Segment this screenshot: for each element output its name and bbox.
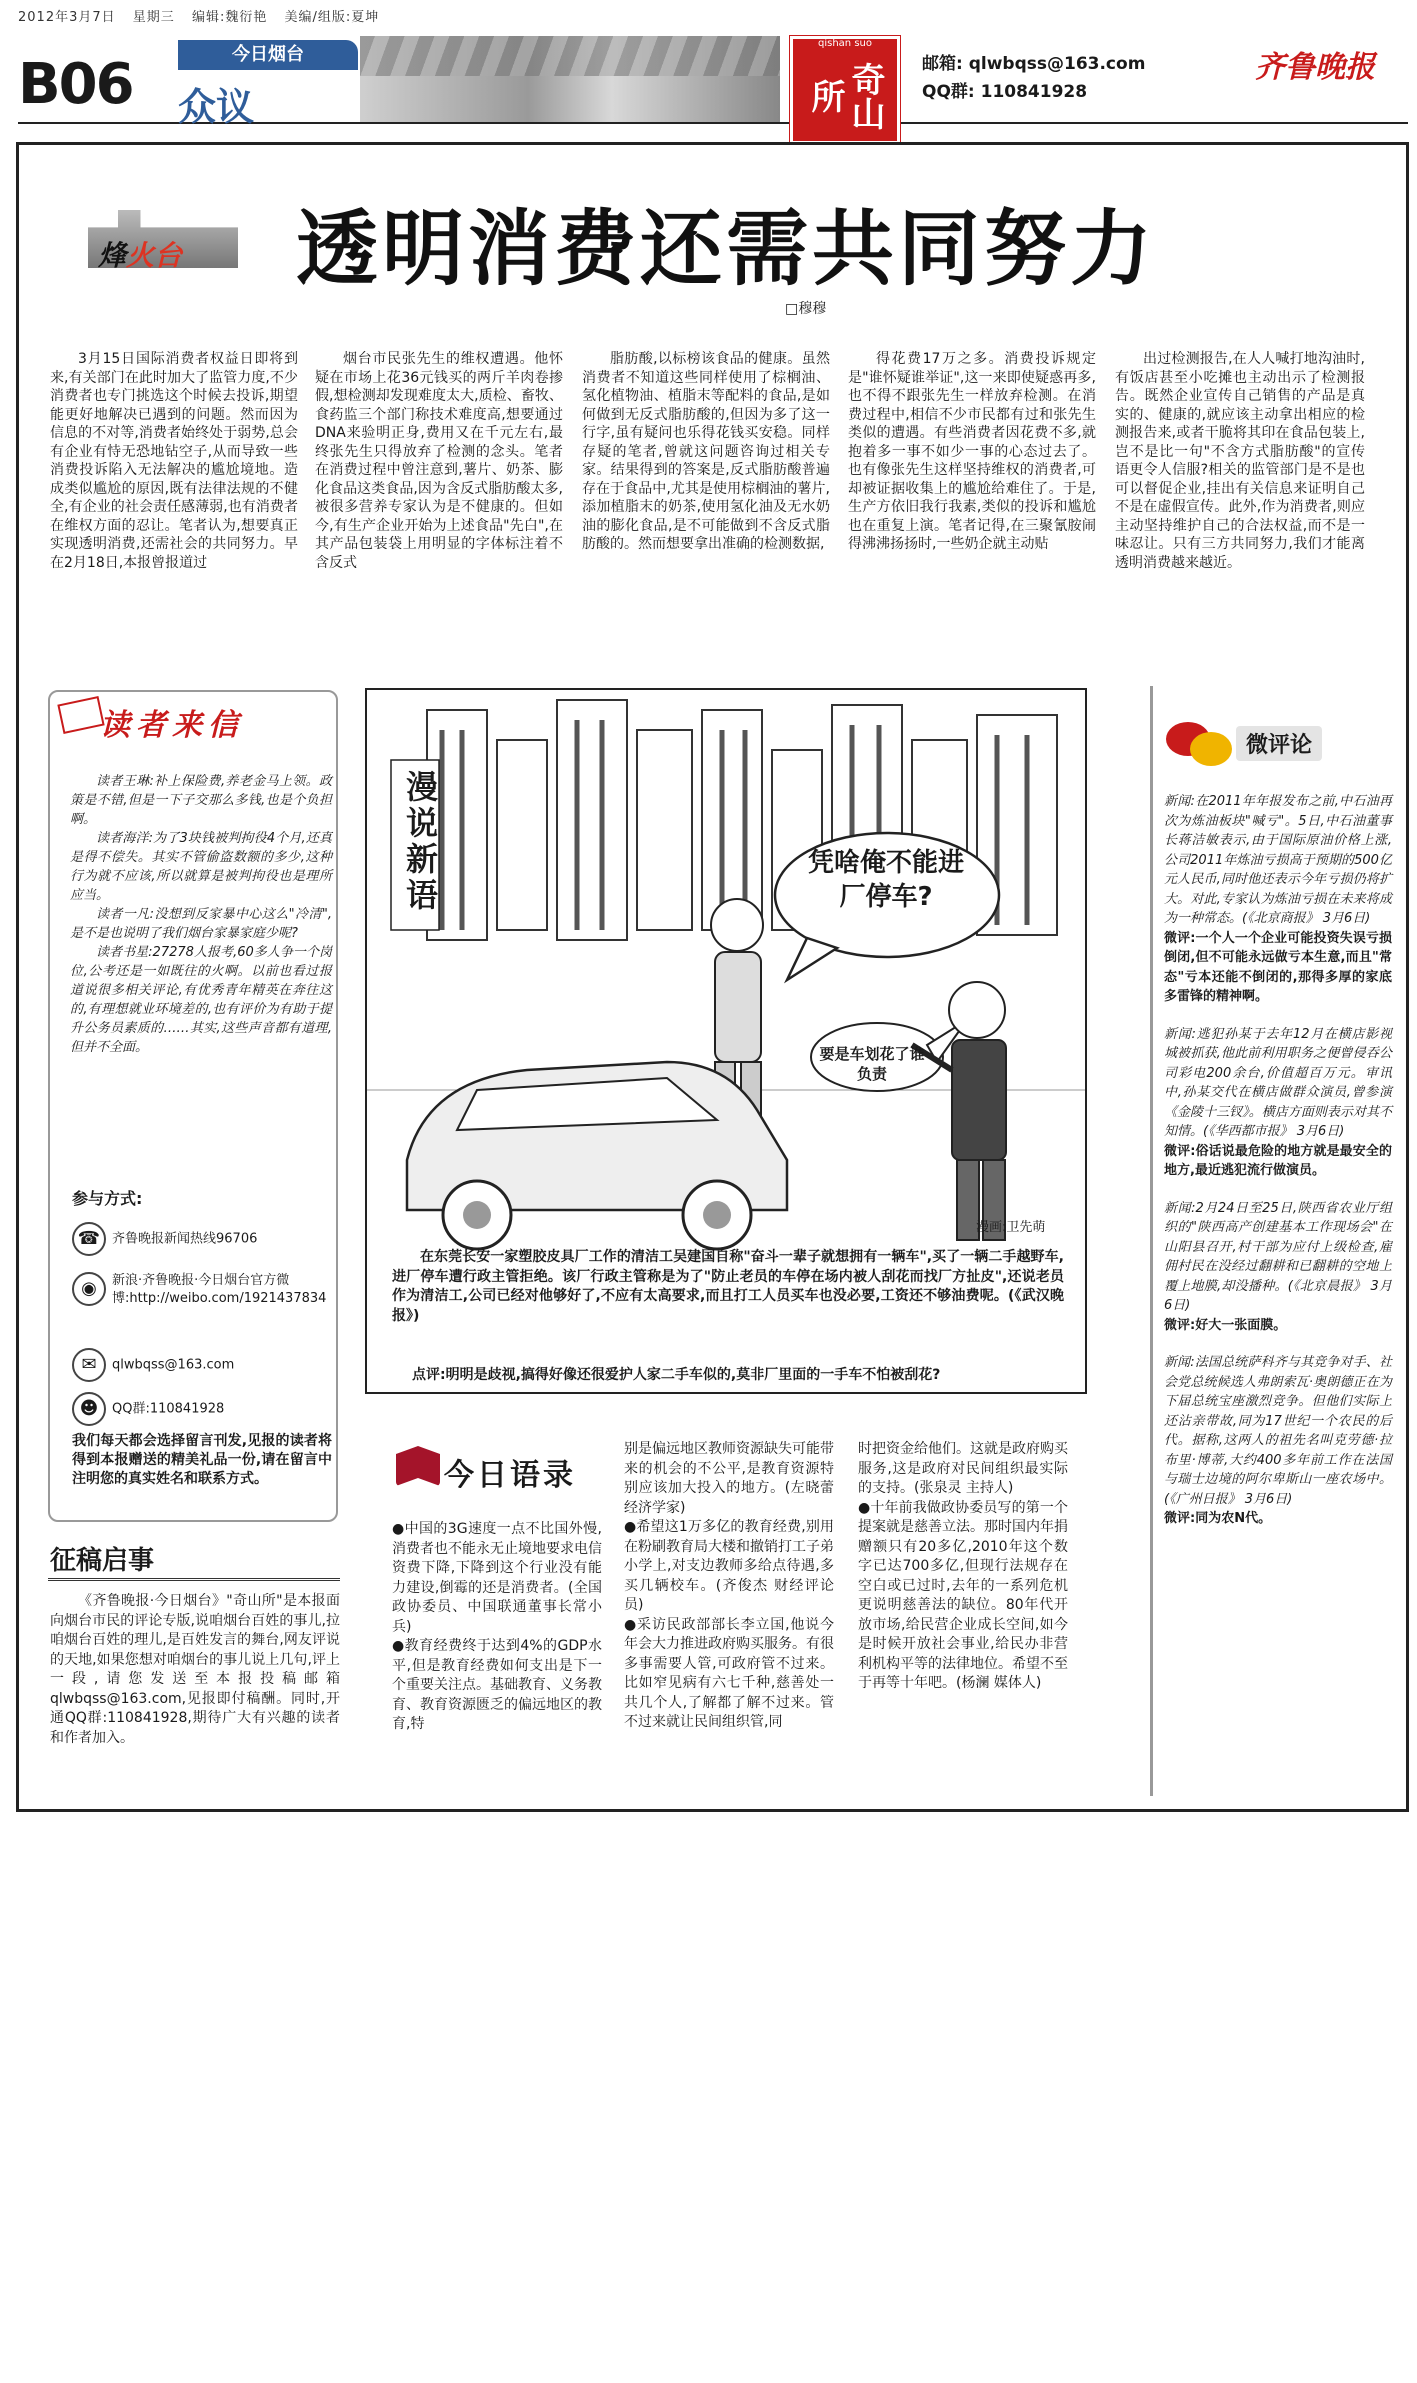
readers-letters-title: 读者来信 bbox=[100, 708, 244, 743]
quotes-column-3: 时把资金给他们。这就是政府购买服务,这是政府对民间组织最实际的支持。(张泉灵 主持人) ●十年前我做政协委员写的第一个提案就是慈善立法。那时国内年捐赠额只有20多亿,2010年这个数字已达700多亿,但现行法规存在空白或已过时,去年的一系列危机更说明慈善法的缺位。80年代开放市场,给民营企业成长空间,如今是时候开放社会事业,给民办非营利机构平等的法律地位。希望不至于再等十年吧。(杨澜 媒体人) bbox=[858, 1441, 1068, 1691]
article-column-3: 脂肪酸,以标榜该食品的健康。虽然消费者不知道这些同样使用了棕榈油、氢化植物油、植脂末等配料的食品,是如何做到无反式脂肪酸的,但因为多了这一行字,虽有疑问也乐得花钱买安稳。同样存疑的笔者,曾就这问题咨询过相关专家。结果得到的答案是,反式脂肪酸普遍存在于食品中,尤其是使用棕榈油的薯片,添加植脂末的奶茶,使用氢化油及无水奶油的膨化食品,是不可能做到不含反式脂肪酸的。然而想要拿出准确的检测数据, bbox=[582, 351, 830, 552]
column-label-right: 火台 bbox=[126, 239, 183, 272]
solicit-title: 征稿启事 bbox=[50, 1546, 155, 1576]
issue-meta bbox=[18, 6, 391, 25]
comic-title: 漫说新语 bbox=[401, 770, 439, 914]
qq-icon: ☻ bbox=[72, 1392, 106, 1426]
quotes-column-2: 别是偏远地区教师资源缺失可能带来的机会的不公平,是教育资源特别应该加大投入的地方。(左晓蕾 经济学家) ●希望这1万多亿的教育经费,别用在粉刷教育局大楼和撤销打工子弟小学上,对支边教师多给点待遇,多买几辆校车。(齐俊杰 财经评论员) ●采访民政部部长李立国,他说今年会大力推进政府购买服务。有很多事需要人管,可政府管不过来。比如窄见病有六七千种,慈善处一共几个人,了解都了解不过来。管不过来就让民间组织管,同 bbox=[624, 1441, 834, 1730]
reader-letter: 读者海洋:为了3块钱被判拘役4个月,还真是得不偿失。其实不管偷盗数额的多少,这种行为就不应该,所以就算是被判拘役也是理所应当。 bbox=[70, 831, 332, 903]
solicit-body: 《齐鲁晚报·今日烟台》"奇山所"是本报面向烟台市民的评论专版,说咱烟台百姓的事儿,拉咱烟台百姓的理儿,是百姓发言的舞台,网友评说的天地,如果您想对咱烟台的事儿说上几句,评上一段,请您发送至本报投稿邮箱qlwbqss@163.com,见报即付稿酬。同时,开通QQ群:110841928,期待广大有兴趣的读者和作者加入。 bbox=[50, 1593, 340, 1746]
issue-date: 2012年3月7日 bbox=[18, 10, 116, 25]
article-byline: □穆穆 bbox=[785, 301, 827, 317]
phone-icon: ☎ bbox=[72, 1222, 106, 1256]
solicit-divider bbox=[48, 1578, 340, 1581]
micro-comment-title: 微评论 bbox=[1236, 726, 1322, 761]
reader-letter: 读者王琳:补上保险费,养老金马上领。政策是不错,但是一下子交那么多钱,也是个负担啊。 bbox=[70, 774, 332, 827]
masthead-logo: 齐鲁晚报 bbox=[1255, 50, 1375, 85]
speech-bubble-worker: 凭啥俺不能进厂停车? bbox=[808, 848, 965, 912]
participation-phone: ☎ 齐鲁晚报新闻热线96706 bbox=[72, 1222, 332, 1256]
stamp-text: 奇山所 bbox=[805, 62, 885, 130]
article-column-4: 得花费17万之多。消费投诉规定是"谁怀疑谁举证",这一来即使疑惑再多,也不得不跟张先生一样放弃检测。在消费过程中,相信不少市民都有过和张先生类似的遭遇。有些消费者因花费不多,就抱着多一事不如少一事的心态过去了。也有像张先生这样坚持维权的消费者,可却被证据收集上的尴尬给难住了。于是,生产方依旧我行我素,类似的投诉和尴尬也在重复上演。笔者记得,在三聚氰胺闹得沸沸扬扬时,一些奶企就主动贴 bbox=[848, 351, 1096, 552]
micro-item: 新闻:法国总统萨科齐与其竞争对手、社会党总统候选人弗朗索瓦·奥朗德正在为下届总统宝座激烈竞争。但他们实际上还沾亲带故,同为17世纪一个农民的后代。据称,这两人的祖先名叫克劳德·拉布里·博蒂,大约400多年前工作在法国与瑞士边境的阿尔卑斯山一座农场中。(《广州日报》 3月6日) 微评:同为农N代。 bbox=[1164, 1355, 1392, 1526]
participation-title: 参与方式: bbox=[72, 1189, 143, 1208]
issue-designer: 美编/组版:夏坤 bbox=[284, 10, 380, 25]
article-column-2: 烟台市民张先生的维权遭遇。他怀疑在市场上花36元钱买的两斤羊肉卷掺假,想检测却发现难度太大,质检、畜牧、食药监三个部门称技术难度高,想要通过DNA来验明正身,费用又在千元左右,最终张先生只得放弃了检测的念头。笔者在消费过程中曾注意到,薯片、奶茶、膨化食品这类食品,因为含反式脂肪酸太多,被很多营养专家认为是不健康的。但如今,有生产企业开始为上述食品"先白",在其产品包装袋上用明显的字体标注着不含反式 bbox=[315, 351, 563, 571]
micro-comment-list bbox=[1164, 792, 1392, 1547]
quotes-title: 今日语录 bbox=[444, 1458, 576, 1493]
stamp-pinyin: qishan suo bbox=[818, 38, 872, 49]
contact-qq: QQ群: 110841928 bbox=[922, 82, 1088, 102]
participation-qq: ☻ QQ群:110841928 bbox=[72, 1392, 332, 1426]
chat-bubbles-icon bbox=[1166, 716, 1232, 768]
column-stamp bbox=[790, 36, 900, 144]
email-icon: ✉ bbox=[72, 1348, 106, 1382]
article-headline: 透明消费还需共同努力 bbox=[296, 202, 1157, 297]
speech-bubble-manager: 要是车划花了谁负责 bbox=[819, 1045, 925, 1083]
article-column-1: 3月15日国际消费者权益日即将到来,有关部门在此时加大了监管力度,不少消费者也专门挑选这个时候去投诉,期望能更好地解决已遇到的问题。然而因为信息的不对等,消费者始终处于弱势,总会有企业有恃无恐地钻空子,从而导致一些消费投诉陷入无法解决的尴尬境地。造成类似尴尬的原因,既有法律法规的不健全,有企业的社会责任感薄弱,也有消费者在维权方面的忍让。笔者认为,想要真正实现透明消费,还需社会的共同努力。早在2月18日,本报曾报道过 bbox=[50, 351, 298, 571]
micro-item: 新闻:在2011年年报发布之前,中石油再次为炼油板块"喊亏"。5日,中石油董事长蒋洁敏表示,由于国际原油价格上涨,公司2011年炼油亏损高于预期的500亿元人民币,同时他还表示今年亏损仍将扩大。对此,专家认为炼油亏损在未来将成为一种常态。(《北京商报》 3月6日) 微评:一个人一个企业可能投资失误亏损倒闭,但不可能永远做亏本生意,而且"常态"亏本还能不倒闭的,那得多厚的家底多雷锋的精神啊。 bbox=[1164, 794, 1392, 1004]
contact-block bbox=[922, 50, 1145, 106]
beacon-tower-label bbox=[88, 210, 238, 272]
page-number: B06 bbox=[18, 52, 133, 117]
email-link[interactable]: qlwbqss@163.com bbox=[112, 1357, 235, 1373]
weibo-icon: ◉ bbox=[72, 1272, 106, 1306]
issue-weekday: 星期三 bbox=[132, 10, 175, 25]
comic-comment: 点评:明明是歧视,搞得好像还很爱护人家二手车似的,莫非厂里面的一手车不怕被刮花? bbox=[412, 1367, 941, 1383]
participation-weibo bbox=[72, 1272, 332, 1308]
readers-letters-list bbox=[70, 772, 332, 1057]
column-label-left: 烽 bbox=[98, 239, 127, 272]
reader-letter: 读者一凡:没想到反家暴中心这么"冷清",是不是也说明了我们烟台家暴家庭少呢? bbox=[70, 907, 332, 941]
article-column-5: 出过检测报告,在人人喊打地沟油时,有饭店甚至小吃摊也主动出示了检测报告。既然企业宣传自己销售的产品是真实的、健康的,就应该主动拿出相应的检测报告来,或者干脆将其印在食品包装上,岂不是比一句"不含方式脂肪酸"的宣传语更令人信服?相关的监管部门是不是也可以督促企业,挂出有关信息来证明自己不是在虚假宣传。此外,作为消费者,则应主动坚持维护自己的合法权益,而不是一味忍让。只有三方共同努力,我们才能离透明消费越来越近。 bbox=[1115, 351, 1365, 571]
comic-credit: 漫画:卫先萌 bbox=[976, 1220, 1046, 1235]
readers-note: 我们每天都会选择留言刊发,见报的读者将得到本报赠送的精美礼品一份,请在留言中注明您的真实姓名和联系方式。 bbox=[72, 1433, 332, 1487]
reader-letter: 读者书星:27278人报考,60多人争一个岗位,公考还是一如既往的火啊。以前也看过报道说很多相关评论,有优秀青年精英在奔往这的,有理想就业环境差的,也有评价为有助于提升公务员素质的……其实,这些声音都有道理,但并不全面。 bbox=[70, 945, 332, 1055]
quotes-column-1: ●中国的3G速度一点不比国外慢,消费者也不能永无止境地要求电信资费下降,下降到这个行业没有能力建设,倒霉的还是消费者。(全国政协委员、中国联通董事长常小兵) ●教育经费终于达到4%的GDP水平,但是教育经费如何支出是下一个重要关注点。基础教育、义务教育、教育资源匮乏的偏远地区的教育,特 bbox=[392, 1521, 602, 1732]
micro-item: 新闻:逃犯孙某于去年12月在横店影视城被抓获,他此前利用职务之便曾侵吞公司彩电200余台,价值超百万元。审讯中,孙某交代在横店做群众演员,曾参演《金陵十三钗》。横店方面则表示对其不知情。(《华西都市报》 3月6日) 微评:俗话说最危险的地方就是最安全的地方,最近逃犯流行做演员。 bbox=[1164, 1026, 1392, 1178]
comic-caption: 在东莞长安一家塑胶皮具厂工作的清洁工吴建国自称"奋斗一辈子就想拥有一辆车",买了一辆二手越野车,进厂停车遭行政主管拒绝。该厂行政主管称是为了"防止老员的车停在场内被人刮花而找厂方扯皮",还说老员作为清洁工,公司已经对他够好了,不应有太高要求,而且打工人员买车也没必要,工资还不够油费呢。(《武汉晚报》) bbox=[392, 1249, 1064, 1324]
participation-email bbox=[72, 1348, 332, 1382]
micro-item: 新闻:2月24日至25日,陕西省农业厅组织的"陕西高产创建基本工作现场会"在山阳县召开,村干部为应付上级检查,雇佣村民在没经过翻耕和已翻耕的空地上覆上地膜,却没播种。(《北京晨报》 3月6日) 微评:好大一张面膜。 bbox=[1164, 1200, 1392, 1333]
contact-email: 邮箱: qlwbqss@163.com bbox=[922, 54, 1146, 74]
section-title: 众议 bbox=[178, 85, 255, 129]
issue-editor: 编辑:魏衍艳 bbox=[191, 10, 268, 25]
section-tag: 今日烟台 bbox=[178, 40, 358, 70]
weibo-link[interactable]: 新浪·齐鲁晚报·今日烟台官方微博:http://weibo.com/1921437834 bbox=[112, 1273, 327, 1306]
header-photo bbox=[360, 36, 780, 122]
